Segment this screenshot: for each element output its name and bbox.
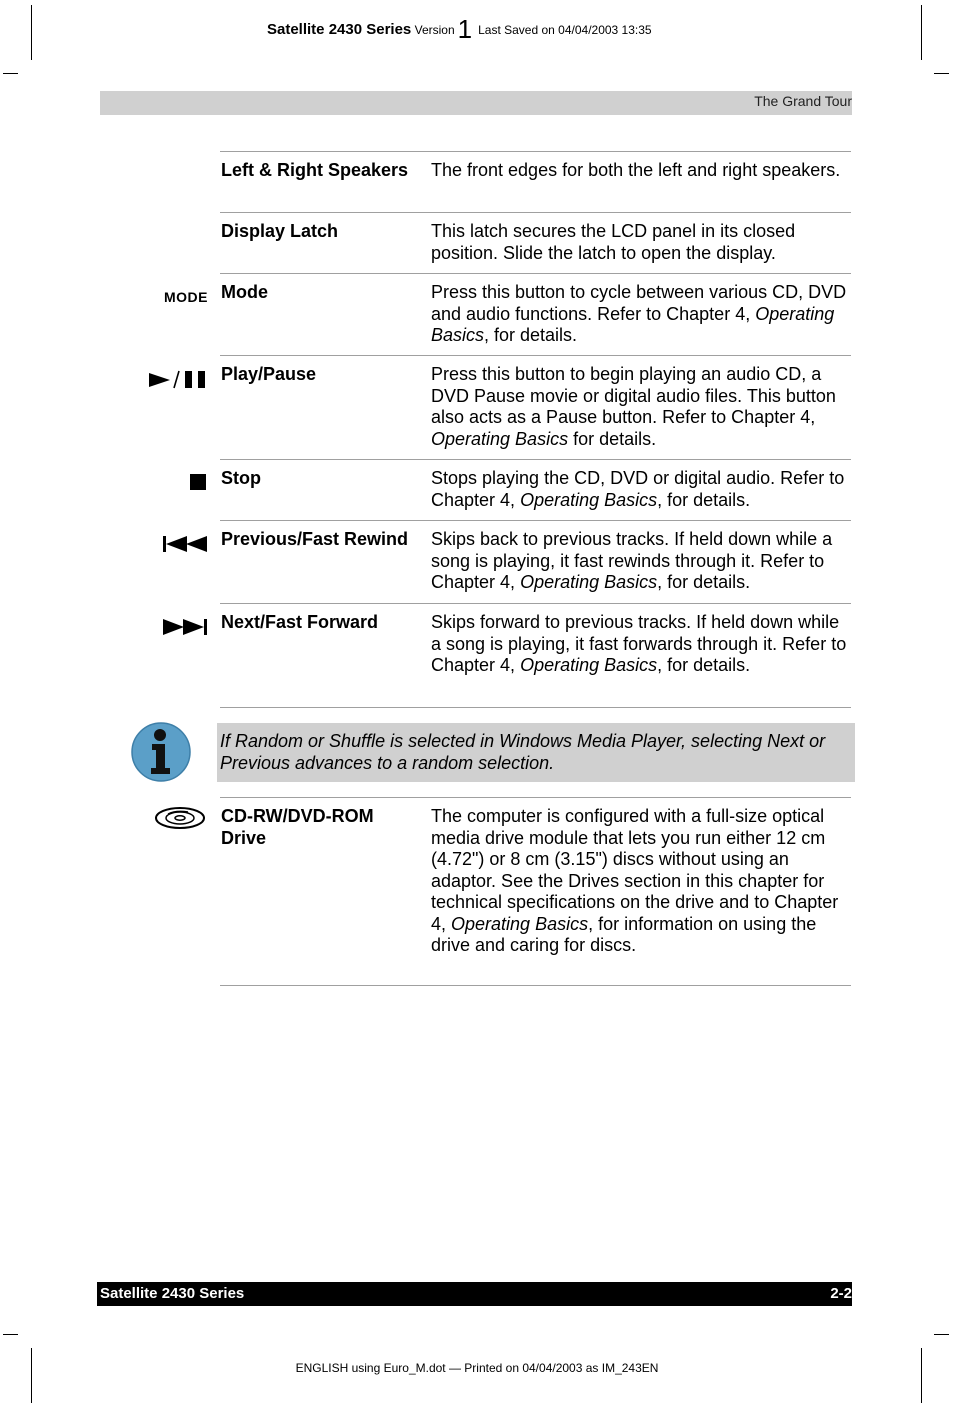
row-term: CD-RW/DVD-ROM Drive xyxy=(221,806,374,848)
next-icon xyxy=(162,618,208,641)
print-info-line: ENGLISH using Euro_M.dot — Printed on 04/04/2003 as IM_243EN xyxy=(295,1361,659,1375)
table-row xyxy=(220,797,851,986)
crop-mark xyxy=(921,1348,922,1403)
note-box xyxy=(217,723,855,782)
crop-mark xyxy=(31,1348,32,1403)
info-icon xyxy=(130,721,192,788)
footer-product: Satellite 2430 Series xyxy=(100,1285,245,1302)
document-info-line xyxy=(267,14,652,45)
row-term: Next/Fast Forward xyxy=(221,612,379,632)
crop-mark xyxy=(3,1334,18,1335)
crop-mark xyxy=(934,1334,949,1335)
crop-mark xyxy=(921,5,922,60)
table-row xyxy=(220,459,851,521)
mode-label: MODE xyxy=(164,289,208,305)
row-term: Display Latch xyxy=(221,221,339,241)
table-rule xyxy=(220,985,851,986)
row-description: The computer is configured with a full-size optical media drive module that lets you run either 12 cm (4.72") or 8 cm (3.15") discs without using an adaptor. See the Drives section in this chapter for technical specifications on the drive and to Chapter 4, Operating Basics, for information on using the drive and caring for discs. xyxy=(431,806,839,955)
product-name: Satellite 2430 Series xyxy=(267,21,412,38)
table-row xyxy=(220,212,851,274)
row-description: Skips back to previous tracks. If held down while a song is playing, it fast rewinds through it. Refer to Chapter 4, Operating Basics, for details. xyxy=(431,529,833,592)
disc-icon xyxy=(154,806,208,835)
crop-mark xyxy=(3,73,18,74)
row-description: The front edges for both the left and right speakers. xyxy=(431,160,841,180)
table-row xyxy=(220,520,851,604)
crop-mark xyxy=(31,5,32,60)
table-rule xyxy=(220,707,851,708)
stop-icon xyxy=(190,474,206,490)
row-description: This latch secures the LCD panel in its closed position. Slide the latch to open the display. xyxy=(431,221,796,263)
play-pause-icon xyxy=(148,369,208,394)
row-description: Press this button to cycle between various CD, DVD and audio functions. Refer to Chapter 4, Operating Basics, for details. xyxy=(431,282,847,345)
version-number: 1 xyxy=(457,14,473,44)
row-description: Press this button to begin playing an audio CD, a DVD Pause movie or digital audio files. This button also acts as a Pause button. Refer to Chapter 4, Operating Basics for details. xyxy=(431,364,836,449)
previous-icon xyxy=(162,535,208,558)
table-row xyxy=(220,355,851,460)
crop-mark xyxy=(934,73,949,74)
row-description: Skips forward to previous tracks. If held down while a song is playing, it fast forwards through it. Refer to Chapter 4, Operating Basics, for details. xyxy=(431,612,847,675)
running-footer xyxy=(97,1282,852,1306)
row-term: Mode xyxy=(221,282,268,302)
note-text: If Random or Shuffle is selected in Windows Media Player, selecting Next or Previous advances to a random selection. xyxy=(220,731,826,773)
table-row xyxy=(220,603,851,708)
row-description: Stops playing the CD, DVD or digital audio. Refer to Chapter 4, Operating Basics, for details. xyxy=(431,468,845,510)
table-row xyxy=(220,151,851,213)
last-saved: Last Saved on 04/04/2003 13:35 xyxy=(478,23,652,37)
running-header xyxy=(100,91,852,115)
version-label: Version xyxy=(414,23,455,37)
row-term: Stop xyxy=(221,468,261,488)
row-term: Left & Right Speakers xyxy=(221,160,409,180)
section-title: The Grand Tour xyxy=(754,93,852,109)
page-number: 2-2 xyxy=(830,1285,852,1302)
row-term: Play/Pause xyxy=(221,364,317,384)
row-term: Previous/Fast Rewind xyxy=(221,529,409,549)
table-row xyxy=(220,273,851,356)
